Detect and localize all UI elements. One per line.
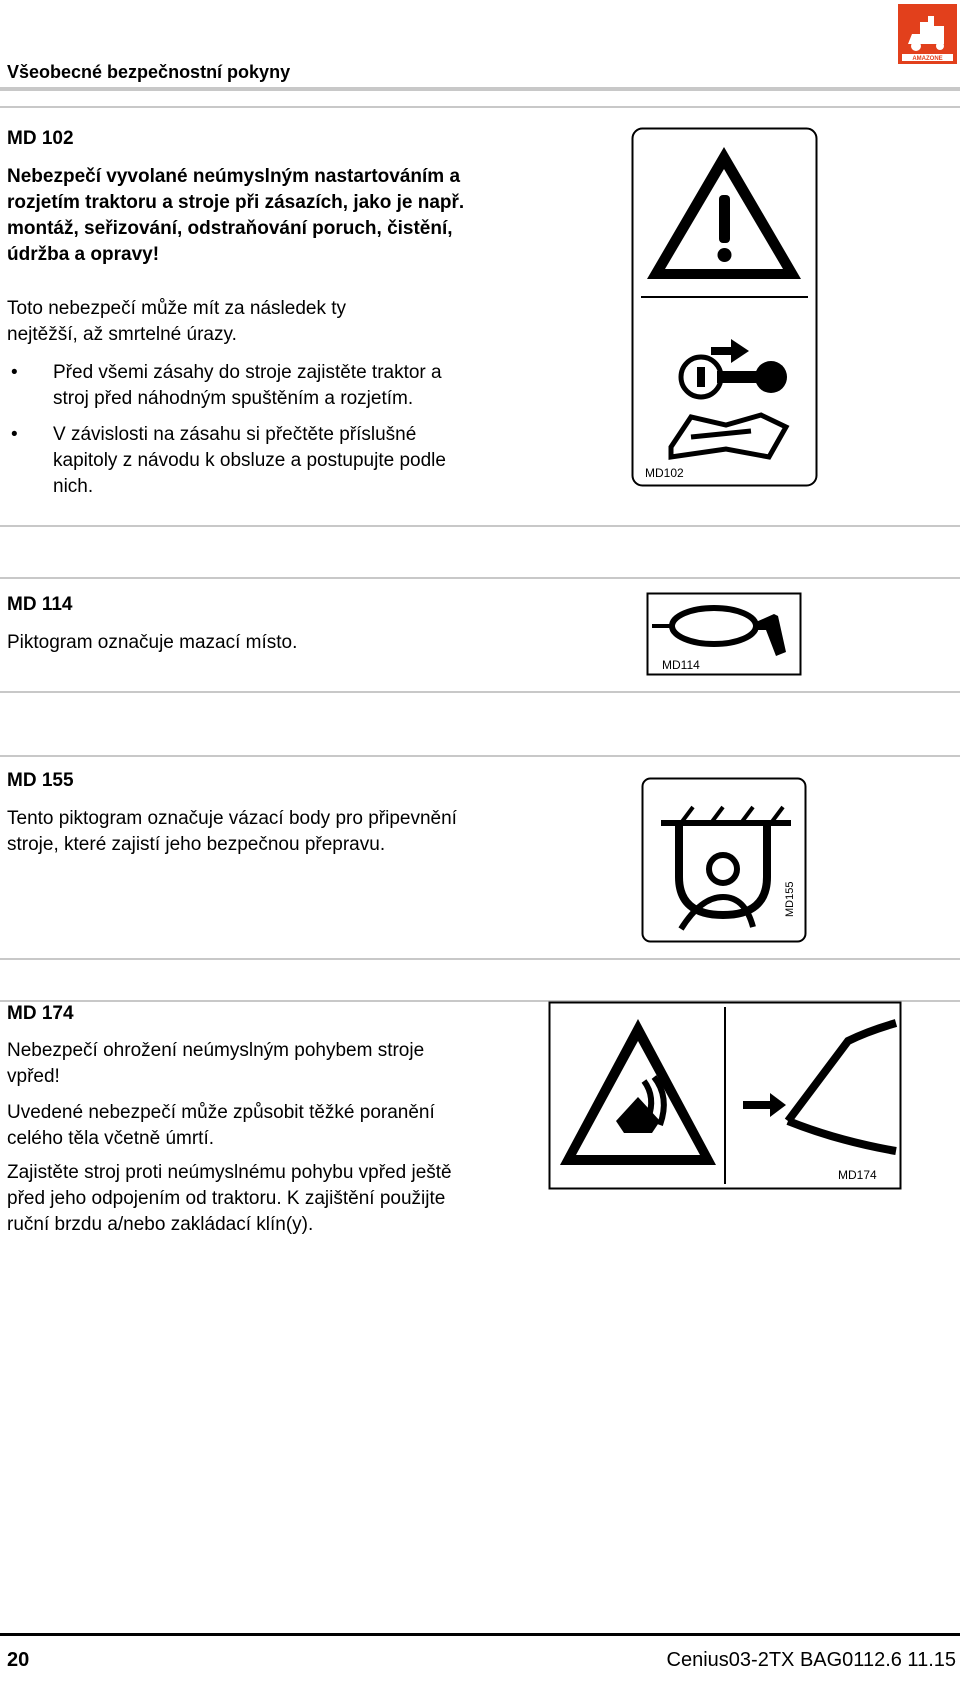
- body-text-md102: Toto nebezpečí může mít za následek ty nejtěžší, až smrtelné úrazy.: [7, 298, 347, 345]
- amazone-logo: [898, 4, 957, 64]
- footer-divider: [0, 1633, 960, 1636]
- warning-text-md174: Nebezpečí ohrožení neúmyslným pohybem stroje vpřed!: [7, 1040, 425, 1087]
- pictogram-md114: [646, 592, 802, 676]
- section-code-md155: MD 155: [7, 770, 74, 791]
- picto-label-md114: MD114: [662, 658, 700, 672]
- section-code-md102: MD 102: [7, 128, 74, 149]
- section-divider: [0, 525, 960, 527]
- pictogram-md174: [548, 1001, 902, 1190]
- page-header-title: Všeobecné bezpečnostní pokyny: [7, 62, 291, 82]
- svg-text:AMAZONE: AMAZONE: [912, 56, 943, 62]
- body-text-md155: Tento piktogram označuje vázací body pro připevnění stroje, které zajistí jeho bezpečnou přepravu.: [7, 808, 457, 855]
- page-number: 20: [7, 1649, 30, 1671]
- warning-text-md102: Nebezpečí vyvolané neúmyslným nastartováním a rozjetím traktoru a stroje při zásazích, jako je např. montáž, seřizování, odstraňování poruch, čistění, údržba a opravy!: [7, 166, 465, 265]
- picto-label-md102: MD102: [645, 466, 684, 480]
- section-divider: [0, 755, 960, 757]
- section-code-md114: MD 114: [7, 594, 73, 615]
- section-divider: [0, 691, 960, 693]
- picto-label-md174: MD174: [838, 1168, 877, 1182]
- list-item: • V závislosti na zásahu si přečtěte příslušné kapitoly z návodu k obsluze a postupujte podle nich.: [11, 424, 446, 497]
- bullet-dot: •: [11, 362, 18, 383]
- instruction-text-md174: Zajistěte stroj proti neúmyslnému pohybu vpřed ještě před jeho odpojením od traktoru. K zajištění použijte ruční brzdu a/nebo zakládací klín(y).: [7, 1162, 452, 1235]
- bullet-list-md102: [7, 360, 467, 510]
- document-reference: Cenius03-2TX BAG0112.6 11.15: [666, 1649, 956, 1671]
- section-divider: [0, 577, 960, 579]
- section-divider: [0, 958, 960, 960]
- picto-label-md155: MD155: [784, 881, 796, 917]
- header-divider: [0, 87, 960, 91]
- pictogram-md155: [641, 777, 807, 943]
- section-divider: [0, 106, 960, 108]
- pictogram-md102: [631, 127, 818, 487]
- body-text-md174: Uvedené nebezpečí může způsobit těžké poranění celého těla včetně úmrtí.: [7, 1102, 435, 1149]
- bullet-dot: •: [11, 424, 18, 445]
- body-text-md114: Piktogram označuje mazací místo.: [7, 632, 298, 653]
- section-code-md174: MD 174: [7, 1003, 74, 1024]
- list-item: • Před všemi zásahy do stroje zajistěte traktor a stroj před náhodným spuštěním a rozjetím.: [11, 362, 442, 409]
